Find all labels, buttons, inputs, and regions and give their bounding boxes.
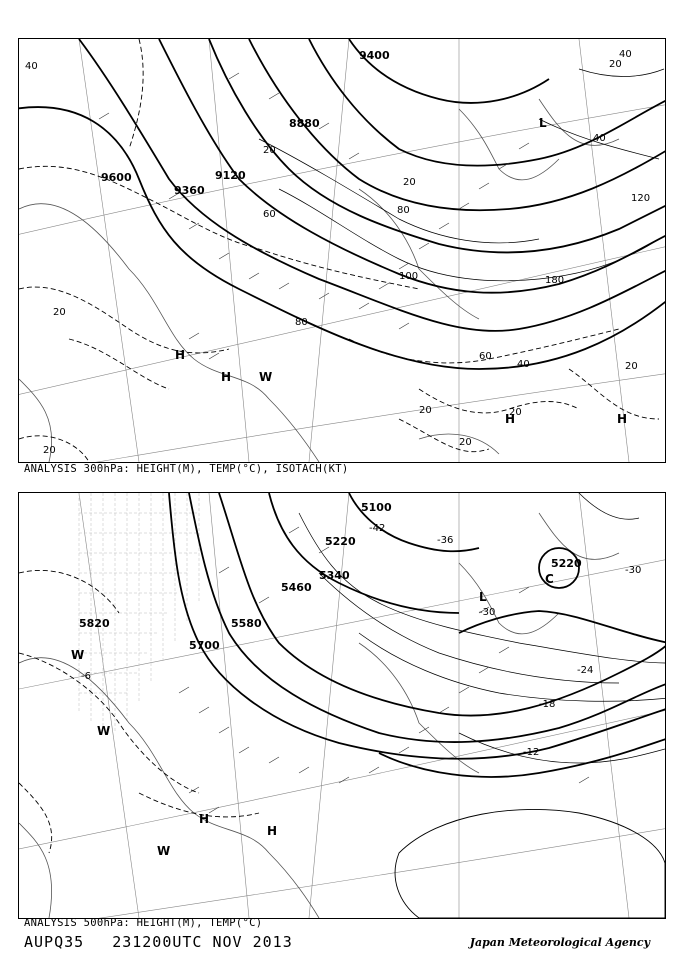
product-code: AUPQ35 (24, 933, 85, 951)
temp-label-minus24: -24 (577, 665, 594, 676)
height-label-9120: 9120 (215, 169, 246, 182)
height-label-9400: 9400 (359, 49, 390, 62)
coastlines (19, 99, 619, 462)
temp-label-minus30-low: -30 (479, 607, 496, 618)
isotach-label-80: 80 (397, 205, 410, 216)
cold-pool-contour (395, 809, 665, 918)
height-label-5700: 5700 (189, 639, 220, 652)
high-center-west: H (175, 348, 186, 362)
graticule (19, 39, 665, 462)
isotherm-lines (19, 39, 659, 462)
isotach-label-40-west: 40 (25, 61, 38, 72)
footer-product-line (24, 933, 321, 951)
temp-label-minus18: -18 (539, 699, 556, 710)
height-contours (169, 493, 665, 777)
isotach-label-40-top: 40 (619, 49, 632, 60)
isotach-label-60-mid: 60 (263, 209, 276, 220)
warm-center-north: W (71, 648, 85, 662)
high-center-south-east: H (267, 824, 278, 838)
high-center-east: H (505, 412, 516, 426)
isotach-labels (25, 49, 650, 456)
height-label-5220: 5220 (325, 535, 356, 548)
map-300hpa-svg (19, 39, 665, 462)
temp-label-minus36: -36 (437, 535, 454, 546)
high-center-far-east: H (617, 412, 628, 426)
height-labels (101, 49, 390, 197)
height-contours (19, 39, 665, 369)
isotach-label-180: 180 (545, 275, 565, 286)
wind-barbs (179, 527, 589, 813)
isotach-label-20-south: 20 (43, 445, 56, 456)
height-label-9600: 9600 (101, 171, 132, 184)
isotach-label-20-mid: 20 (403, 177, 416, 188)
low-center: L (479, 590, 487, 604)
isotach-label-80-south: 80 (295, 317, 308, 328)
height-label-5340: 5340 (319, 569, 350, 582)
warm-center: W (259, 370, 273, 384)
temp-label-minus42: -42 (369, 523, 386, 534)
isotach-label-20-center: 20 (263, 145, 276, 156)
analysis-300hpa-map (18, 38, 666, 463)
warm-center-south: W (157, 844, 171, 858)
height-label-9360: 9360 (174, 184, 205, 197)
agency-name: Japan Meteorological Agency (469, 936, 650, 949)
isotach-label-20-se: 20 (419, 405, 432, 416)
isotach-label-20-west: 20 (53, 307, 66, 318)
low-center: L (539, 116, 547, 130)
warm-center-west: W (97, 724, 111, 738)
height-label-5100: 5100 (361, 501, 392, 514)
height-label-5460: 5460 (281, 581, 312, 594)
caption-300hpa: ANALYSIS 300hPa: HEIGHT(M), TEMP(°C), ISOTACH(KT) (24, 463, 349, 475)
isotach-label-40-ne: 40 (593, 133, 606, 144)
isotach-label-20-east: 20 (509, 407, 522, 418)
analysis-500hpa-map (18, 492, 666, 919)
height-label-5820: 5820 (79, 617, 110, 630)
isotach-label-40-south: 40 (517, 359, 530, 370)
isotach-label-120: 120 (631, 193, 651, 204)
isotach-label-60: 60 (479, 351, 492, 362)
height-label-5580: 5580 (231, 617, 262, 630)
wind-barbs (99, 73, 529, 359)
caption-500hpa: ANALYSIS 500hPa: HEIGHT(M), TEMP(°C) (24, 917, 263, 929)
high-center-mid: H (221, 370, 232, 384)
height-label-8880: 8880 (289, 117, 320, 130)
cold-center: C (545, 572, 554, 586)
isotach-label-20-ne: 20 (609, 59, 622, 70)
height-label-5220-low: 5220 (551, 557, 582, 570)
map-500hpa-svg (19, 493, 665, 918)
temp-label-minus12: -12 (523, 747, 540, 758)
isotach-label-100: 100 (399, 271, 419, 282)
temp-label-minus6: -6 (81, 671, 91, 682)
valid-time: 231200UTC NOV 2013 (112, 933, 293, 951)
isotach-label-20-sse: 20 (459, 437, 472, 448)
high-center-south: H (199, 812, 210, 826)
temp-label-minus30-east: -30 (625, 565, 642, 576)
isotach-label-20-far-east: 20 (625, 361, 638, 372)
isotherm-solid (299, 493, 665, 763)
